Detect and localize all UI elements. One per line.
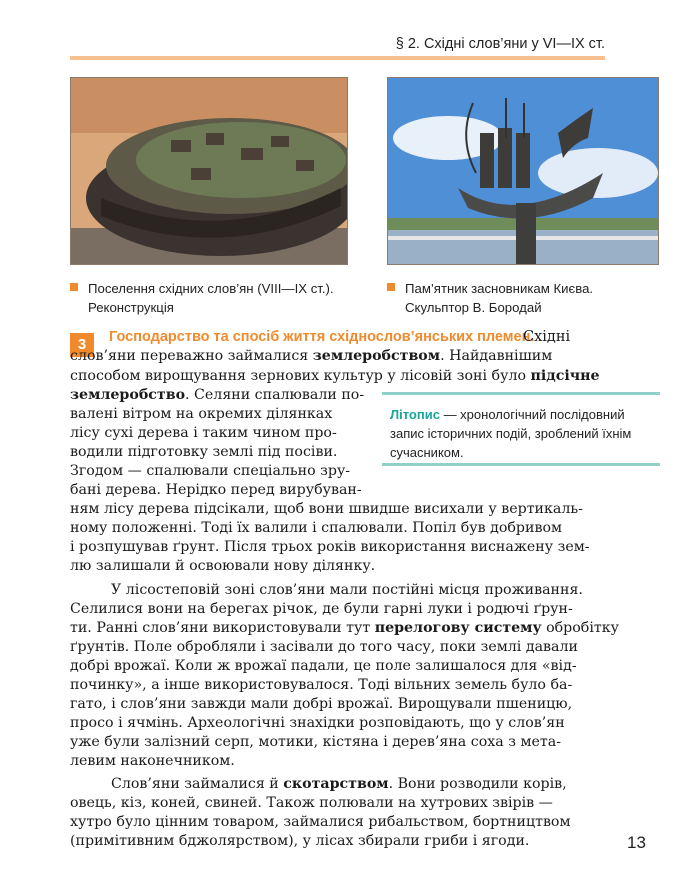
text-line: лісу сухі дерева і таким чином про- [70,425,337,441]
kyiv-founders-monument-photo [387,77,659,265]
page-number: 13 [627,833,646,852]
text-line: (примітивним бджолярством), у лісах збирали гриби і ягоди. [70,833,530,849]
definition-box [382,392,660,466]
text-line: ти. Ранні слов’яни використовували тут перелогову систему обробітку [70,620,619,636]
bullet-square-icon [387,283,395,291]
section-title: Господарство та спосіб життя східнослов’янських племен. [109,329,535,345]
text-line: Слов’яни займалися й скотарством. Вони розводили корів, [111,776,567,792]
definition-top-rule [382,392,660,395]
section-title-tail: Східні [523,329,571,345]
definition-term: Літопис [390,407,440,422]
definition-text: Літопис — хронологічний послідовний запис історичних подій, зроблений їхнім сучасником. [390,407,632,460]
text-line: способом вирощування зернових культур у лісовій зоні було підсічне [70,368,600,384]
text-line: гато, і слов’яни завжди мали добрі врожаї. Вирощували пшеницю, [70,696,573,712]
text-line: лю залишали й освоювали нову ділянку. [70,558,376,574]
text-line: бані дерева. Нерідко перед вирубуван- [70,482,362,498]
text-line: У лісостеповій зоні слов’яни мали постійні місця проживання. [111,582,583,598]
text-line: ґрунтів. Поле обробляли і засівали до того часу, поки землі давали [70,639,578,655]
text-line: просо і ячмінь. Археологічні знахідки розповідають, що у слов’ян [70,715,565,731]
text-line: левим наконечником. [70,753,235,769]
text-line: водили підготовку землі під посіви. [70,444,338,460]
section-number-badge: 3 [70,333,94,357]
text-line: і розпушував ґрунт. Після трьох років використання виснажену зем- [70,539,590,555]
text-line: землеробство. Селяни спалювали по- [70,387,365,403]
section-header-text: § 2. Східні слов’яни у VI—IX ст. [395,36,605,52]
header-rule [70,56,605,60]
text-line: валені вітром на окремих ділянках [70,406,333,422]
text-line: овець, кіз, коней, свиней. Також полювали на хутрових звірів — [70,795,553,811]
text-line: ням лісу дерева підсікали, щоб вони швидше висихали у вертикаль- [70,501,583,517]
monument-image [388,78,658,264]
bullet-square-icon [70,283,78,291]
figure-caption-settlement: Поселення східних слов’ян (VIII—IX ст.). Реконструкція [70,279,360,317]
text-line: слов’яни переважно займалися землеробством. Найдавнішим [70,348,553,364]
settlement-model-image [71,78,347,264]
text-line: уже були залізний серп, мотики, кістяна і дерев’яна соха з мета- [70,734,561,750]
definition-bottom-rule [382,463,660,466]
text-line: ному положенні. Тоді їх валили і спалювали. Попіл був добривом [70,520,563,536]
page-header [70,34,605,60]
text-line: починку», а інше використовувалося. Тоді вільних земель було ба- [70,677,573,693]
text-line: Селилися вони на берегах річок, де були гарні луки і родючі ґрун- [70,601,573,617]
settlement-reconstruction-photo [70,77,348,265]
text-line: Згодом — спалювали спеціально зру- [70,463,351,479]
text-line: хутро було цінним товаром, займалися рибальством, бортництвом [70,814,571,830]
text-line: добрі врожаї. Коли ж врожаї падали, це поле залишалося для «від- [70,658,577,674]
figure-caption-monument: Пам’ятник засновникам Києва. Скульптор В. Бородай [387,279,667,317]
